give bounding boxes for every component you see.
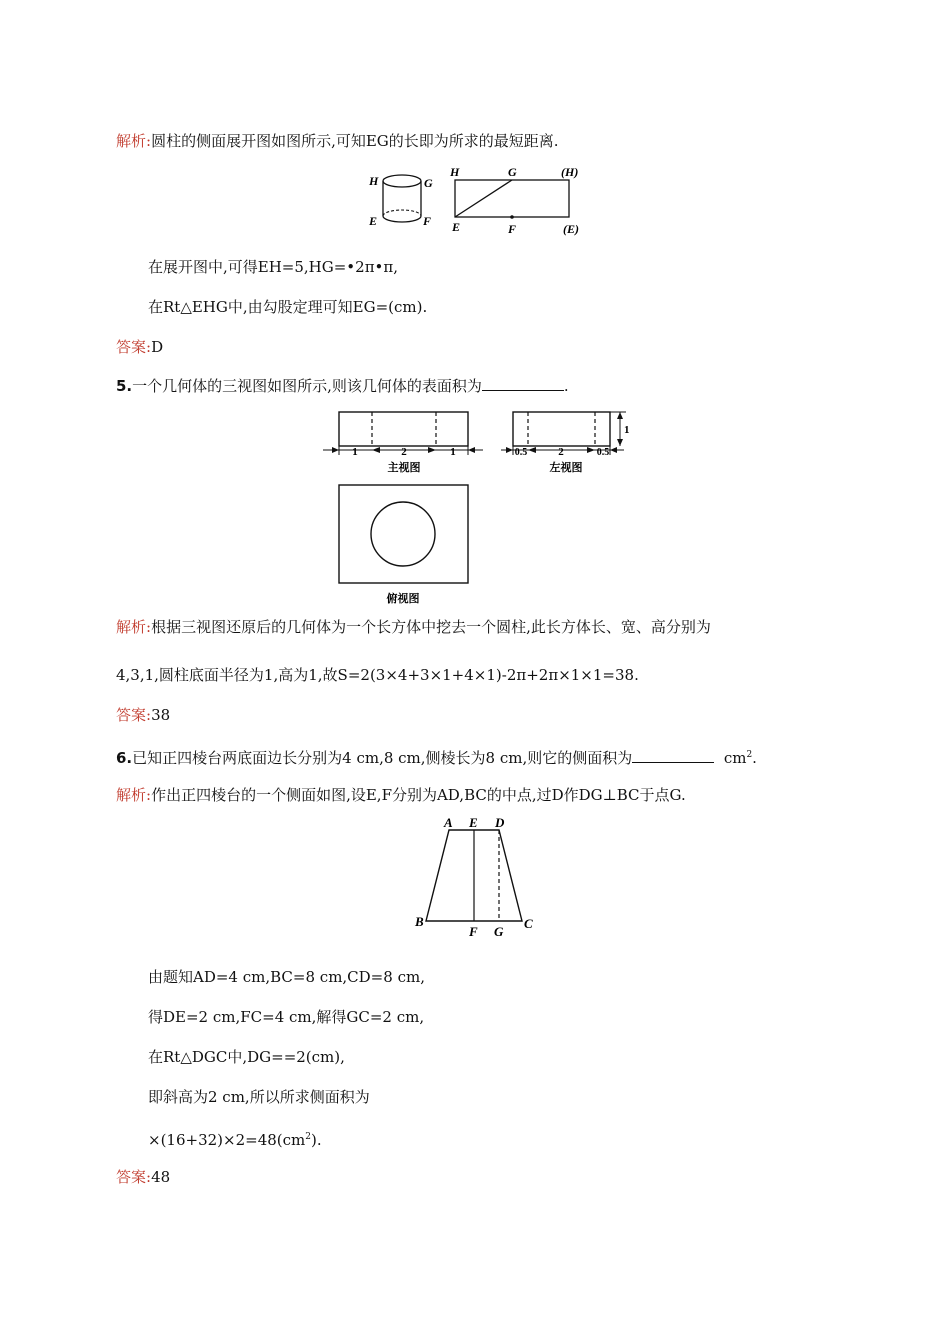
q6-step4: 即斜高为2 cm,所以所求侧面积为: [148, 1088, 370, 1106]
top-view-circle: [371, 502, 435, 566]
q4-analysis-line: 解析:圆柱的侧面展开图如图所示,可知EG的长即为所求的最短距离.: [116, 132, 559, 150]
q5-analysis-line1: 解析:根据三视图还原后的几何体为一个长方体中挖去一个圆柱,此长方体长、宽、高分别为: [116, 618, 711, 636]
front-view: [320, 405, 490, 477]
q5-answer-blank: [482, 376, 564, 391]
answer-label: 答案: [116, 1168, 147, 1186]
side-dim-1: 0.5: [514, 447, 528, 458]
front-dim-2: 2: [401, 446, 407, 458]
q5-analysis1: 根据三视图还原后的几何体为一个长方体中挖去一个圆柱,此长方体长、宽、高分别为: [151, 618, 711, 636]
rect-label-g: G: [508, 165, 517, 179]
side-view: [500, 405, 635, 477]
q6-analysis: 作出正四棱台的一个侧面如图,设E,F分别为AD,BC的中点,过D作DG⊥BC于点G.: [151, 786, 686, 804]
q6-trapezoid-figure: [410, 813, 540, 943]
cyl-label-g: G: [424, 176, 433, 190]
point-f: [510, 215, 514, 219]
q6-step3: 在Rt△DGC中,DG==2(cm),: [148, 1048, 345, 1066]
label-a: A: [444, 815, 453, 830]
rect-label-e: E: [452, 220, 461, 234]
top-view-caption: 俯视图: [386, 592, 420, 605]
q5-question-end: .: [563, 377, 569, 395]
rect-label-h2: (H): [561, 165, 579, 179]
q4-analysis-text: 圆柱的侧面展开图如图所示,可知EG的长即为所求的最短距离.: [151, 132, 559, 150]
q6-unit: cm: [723, 749, 747, 767]
answer-label: 答案: [116, 338, 147, 356]
label-c: C: [524, 916, 533, 931]
rect-label-e2: (E): [563, 222, 579, 236]
q5-number: 5.: [116, 377, 133, 395]
q6-step5-text: ×(16+32)×2=48(cm: [148, 1131, 306, 1149]
front-dim-1: 1: [352, 446, 358, 458]
analysis-label: 解析: [116, 618, 147, 636]
q6-step5-end: ).: [311, 1131, 322, 1149]
cylinder-bottom-front: [383, 216, 421, 222]
cyl-label-h: H: [369, 174, 379, 188]
q4-step1: 在展开图中,可得EH=5,HG=•2π•π,: [148, 258, 399, 276]
front-dim-3: 1: [450, 446, 456, 458]
rect-label-f: F: [508, 222, 517, 236]
q6-answer-line: 答案:48: [116, 1168, 171, 1186]
q6-step5-sup: 2: [305, 1132, 311, 1142]
label-e: E: [469, 815, 478, 830]
q6-answer: 48: [151, 1168, 171, 1186]
q5-answer-line: 答案:38: [116, 706, 171, 724]
unrolled-rect: [455, 180, 569, 217]
q6-unit-sup: 2: [746, 750, 753, 760]
label-d: D: [495, 815, 505, 830]
q4-answer-line: 答案:D: [116, 338, 164, 356]
q6-question-line: [116, 745, 757, 768]
segment-eg: [455, 180, 512, 217]
q6-step1: 由题知AD=4 cm,BC=8 cm,CD=8 cm,: [148, 968, 425, 986]
q6-number: 6.: [116, 749, 133, 767]
side-view-caption: 左视图: [549, 461, 583, 474]
rect-label-h: H: [450, 165, 460, 179]
q5-analysis2: 4,3,1,圆柱底面半径为1,高为1,故S=2(3×4+3×1+4×1)-2π+2π×1×1=38.: [116, 666, 639, 684]
q6-question: 已知正四棱台两底面边长分别为4 cm,8 cm,侧棱长为8 cm,则它的侧面积为: [132, 749, 633, 767]
side-dim-3: 0.5: [596, 447, 610, 458]
cyl-label-f: F: [423, 214, 432, 228]
q6-question-end: .: [752, 749, 757, 767]
side-dim-2: 2: [558, 446, 564, 458]
cyl-label-e: E: [369, 214, 378, 228]
q4-step2: 在Rt△EHG中,由勾股定理可知EG=(cm).: [148, 298, 428, 316]
answer-label: 答案: [116, 706, 147, 724]
q6-answer-blank: [632, 748, 714, 763]
q5-question-line: [116, 376, 569, 396]
q6-analysis-line: 解析:作出正四棱台的一个侧面如图,设E,F分别为AD,BC的中点,过D作DG⊥BC于点G.: [116, 786, 686, 804]
q5-question: 一个几何体的三视图如图所示,则该几何体的表面积为: [132, 377, 482, 395]
label-b: B: [415, 914, 424, 929]
label-f: F: [469, 924, 478, 939]
q4-figure: [365, 162, 595, 242]
analysis-label: 解析: [116, 132, 147, 150]
analysis-label: 解析: [116, 786, 147, 804]
side-height-dim: 1: [624, 424, 630, 436]
top-view: [336, 482, 472, 607]
q6-step5: [148, 1127, 322, 1150]
label-g: G: [494, 924, 504, 939]
q6-step2: 得DE=2 cm,FC=4 cm,解得GC=2 cm,: [148, 1008, 425, 1026]
cylinder-bottom-back: [383, 210, 421, 216]
q5-answer: 38: [151, 706, 171, 724]
front-view-caption: 主视图: [387, 461, 421, 474]
q4-answer: D: [151, 338, 164, 356]
cylinder-top: [383, 175, 421, 187]
